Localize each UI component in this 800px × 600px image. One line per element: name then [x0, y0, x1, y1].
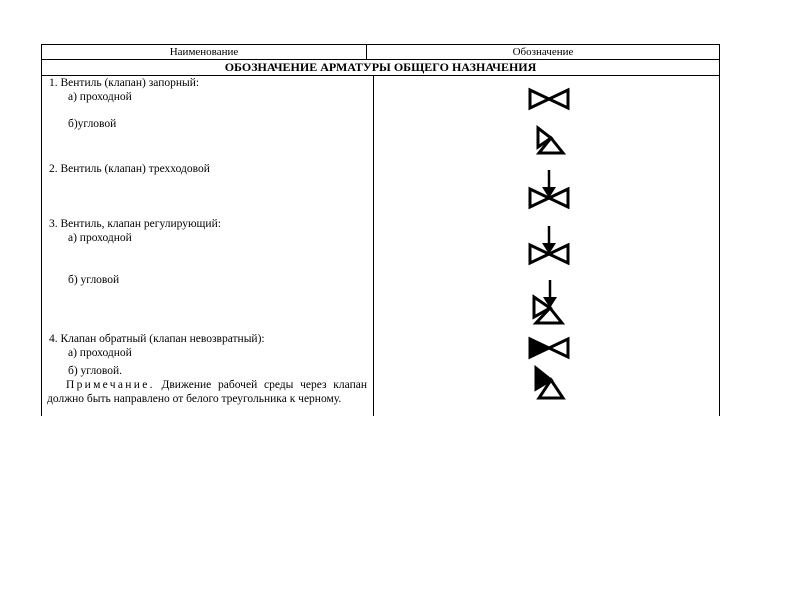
- stop-valve-straight-icon: [527, 87, 571, 111]
- three-way-valve-icon: [527, 169, 571, 213]
- stop-valve-angle-icon: [534, 125, 568, 155]
- note-text: Движение рабочей среды через клапан должно быть направлено от белого треугольника к черному.: [47, 379, 367, 405]
- item-stop-valve-angle: б)угловой: [68, 118, 117, 130]
- item-stop-valve: 1. Вентиль (клапан) запорный:: [49, 77, 200, 89]
- section-title: ОБОЗНАЧЕНИЕ АРМАТУРЫ ОБЩЕГО НАЗНАЧЕНИЯ: [224, 60, 537, 74]
- note-prefix: Примечание.: [66, 379, 155, 391]
- item-check-valve-angle: б) угловой.: [68, 365, 123, 377]
- item-regulating-valve-angle: б) угловой: [68, 274, 120, 286]
- item-regulating-valve-straight: а) проходной: [68, 232, 132, 244]
- regulating-valve-angle-icon: [529, 279, 567, 325]
- item-check-valve: 4. Клапан обратный (клапан невозвратный):: [49, 333, 265, 345]
- header-symbol: Обозначение: [512, 46, 574, 58]
- item-check-valve-straight: а) проходной: [68, 347, 132, 359]
- item-stop-valve-straight: а) проходной: [68, 91, 132, 103]
- check-valve-angle-icon: [532, 365, 568, 401]
- valve-symbols-table: [41, 44, 720, 416]
- item-three-way-valve: 2. Вентиль (клапан) трехходовой: [49, 163, 210, 175]
- table-header-row: [42, 45, 719, 60]
- section-row: [42, 60, 719, 76]
- note-paragraph: [47, 378, 367, 406]
- header-name: Наименование: [42, 45, 367, 59]
- check-valve-straight-icon: [527, 336, 571, 360]
- item-regulating-valve: 3. Вентиль, клапан регулирующий:: [49, 218, 221, 230]
- regulating-valve-straight-icon: [527, 225, 571, 269]
- column-divider: [373, 76, 374, 416]
